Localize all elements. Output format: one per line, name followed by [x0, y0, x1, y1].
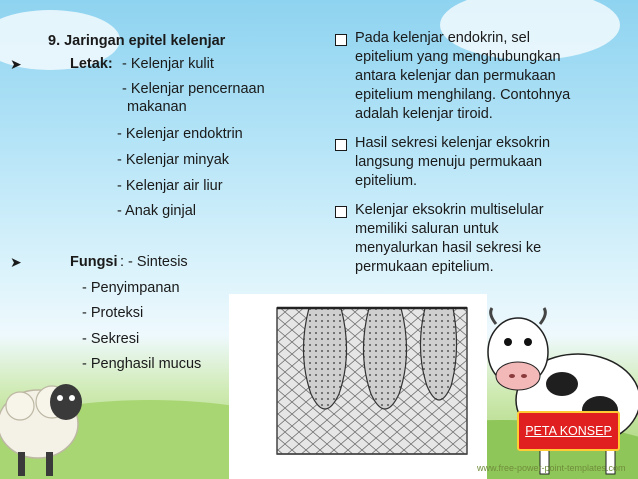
bullet-line: permukaan epitelium.	[355, 259, 494, 275]
bullet-line: memiliki saluran untuk	[355, 221, 499, 237]
letak-item: makanan	[127, 99, 187, 115]
peta-konsep-label: PETA KONSEP	[525, 424, 612, 438]
checkbox-bullet-icon	[335, 139, 347, 151]
section-title: 9. Jaringan epitel kelenjar	[48, 33, 226, 49]
fungsi-item: : - Sintesis	[120, 254, 188, 270]
sheep-illustration	[0, 362, 90, 479]
fungsi-label: Fungsi	[70, 254, 118, 270]
gland-tissue-image	[229, 294, 487, 479]
footer-url: www.free-power-point-templates.com	[477, 463, 626, 473]
letak-label: Letak:	[70, 56, 113, 72]
bullet-line: epitelium yang menghubungkan	[355, 49, 561, 65]
fungsi-item: - Sekresi	[82, 331, 140, 347]
letak-item: - Anak ginjal	[117, 203, 196, 219]
bullet-line: epitelium menghilang. Contohnya	[355, 87, 571, 103]
fungsi-item: - Penghasil mucus	[82, 356, 202, 372]
bullet-line: adalah kelenjar tiroid.	[355, 106, 493, 122]
bullet-line: menyalurkan hasil sekresi ke	[355, 240, 542, 256]
cow-illustration	[478, 300, 638, 479]
bullet-line: antara kelenjar dan permukaan	[355, 68, 556, 84]
checkbox-bullet-icon	[335, 34, 347, 46]
bullet-line: Pada kelenjar endokrin, sel	[355, 30, 530, 46]
bullet-line: Kelenjar eksokrin multiselular	[355, 202, 544, 218]
letak-item: - Kelenjar air liur	[117, 178, 223, 194]
checkbox-bullet-icon	[335, 206, 347, 218]
letak-item: - Kelenjar kulit	[122, 56, 214, 72]
letak-item: - Kelenjar minyak	[117, 152, 230, 168]
bullet-line: langsung menuju permukaan	[355, 154, 543, 170]
fungsi-item: - Proteksi	[82, 305, 144, 321]
letak-item: - Kelenjar endoktrin	[117, 126, 243, 142]
bullet-line: Hasil sekresi kelenjar eksokrin	[355, 135, 551, 151]
letak-item: - Kelenjar pencernaan	[122, 81, 265, 97]
arrow-bullet-icon: ➤	[10, 56, 22, 72]
fungsi-item: - Penyimpanan	[82, 280, 180, 296]
bullet-line: epitelium.	[355, 173, 418, 189]
peta-konsep-button[interactable]	[517, 411, 620, 451]
arrow-bullet-icon: ➤	[10, 254, 22, 270]
